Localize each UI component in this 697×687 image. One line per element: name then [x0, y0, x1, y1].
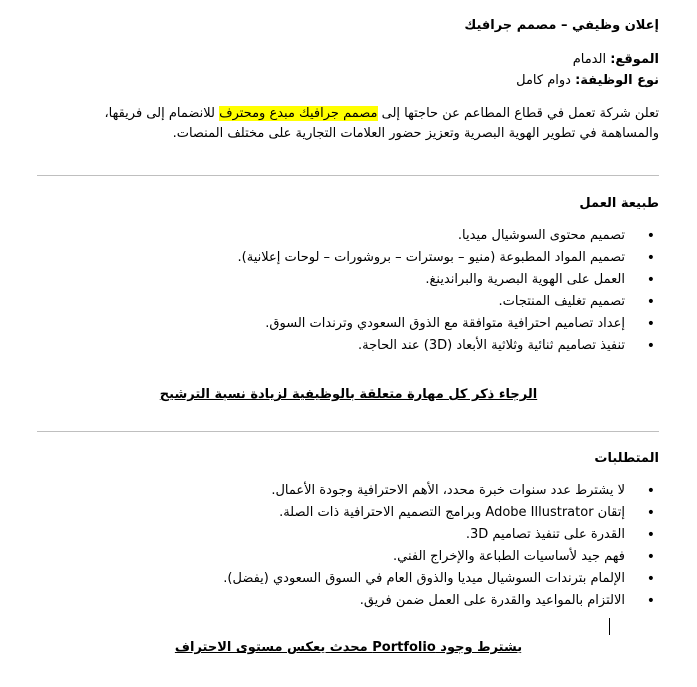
- list-item: • القدرة على تنفيذ تصاميم 3D.: [25, 524, 625, 546]
- location-label: الموقع:: [610, 52, 659, 67]
- intro-paragraph: [49, 104, 659, 144]
- nature-note: الرجاء ذكر كل مهارة متعلقة بالوظيفية لزيادة نسبة الترشيح: [159, 387, 538, 402]
- list-item: • تصميم المواد المطبوعة (منيو – بوسترات – بروشورات – لوحات إعلانية).: [25, 247, 625, 269]
- divider-1: [37, 175, 659, 176]
- list-item: • فهم جيد لأساسيات الطباعة والإخراج الفني.: [25, 546, 625, 568]
- intro-highlight: مصمم جرافيك مبدع ومحترف: [219, 106, 378, 121]
- list-item: • إعداد تصاميم احترافية متوافقة مع الذوق السعودي وترندات السوق.: [25, 313, 625, 335]
- job-type-value: دوام كامل: [516, 73, 571, 88]
- requirements-note: يشترط وجود Portfolio محدث يعكس مستوى الاحتراف: [174, 640, 523, 655]
- job-type-label: نوع الوظيفة:: [575, 73, 659, 88]
- list-item: • تصميم محتوى السوشيال ميديا.: [25, 225, 625, 247]
- list-item: • الإلمام بترندات السوشيال ميديا والذوق العام في السوق السعودي (يفضل).: [25, 568, 625, 590]
- intro-text-start: تعلن شركة تعمل في قطاع المطاعم عن حاجتها إلى: [377, 106, 659, 121]
- nature-list: [25, 225, 659, 357]
- nature-heading: طبيعة العمل: [579, 196, 659, 211]
- job-type-line: [516, 73, 659, 88]
- job-title: إعلان وظيفي – مصمم جرافيك: [464, 18, 659, 33]
- list-item: • إتقان Adobe Illustrator وبرامج التصميم الاحترافية ذات الصلة.: [25, 502, 625, 524]
- list-item: • تنفيذ تصاميم ثنائية وثلاثية الأبعاد (3D) عند الحاجة.: [25, 335, 625, 357]
- requirements-list: [25, 480, 659, 612]
- requirements-heading: المتطلبات: [594, 451, 659, 466]
- location-value: الدمام: [572, 52, 607, 67]
- list-item: • العمل على الهوية البصرية والبراندينغ.: [25, 269, 625, 291]
- text-cursor: [609, 618, 610, 635]
- list-item: • الالتزام بالمواعيد والقدرة على العمل ضمن فريق.: [25, 590, 625, 612]
- location-line: [573, 52, 659, 67]
- divider-2: [37, 431, 659, 432]
- list-item: • لا يشترط عدد سنوات خبرة محدد، الأهم الاحترافية وجودة الأعمال.: [25, 480, 625, 502]
- list-item: • تصميم تغليف المنتجات.: [25, 291, 625, 313]
- intro-text-end: للانضمام إلى فريقها، والمساهمة في تطوير الهوية البصرية وتعزيز حضور العلامات التجارية على مختلف المنصات.: [104, 106, 659, 141]
